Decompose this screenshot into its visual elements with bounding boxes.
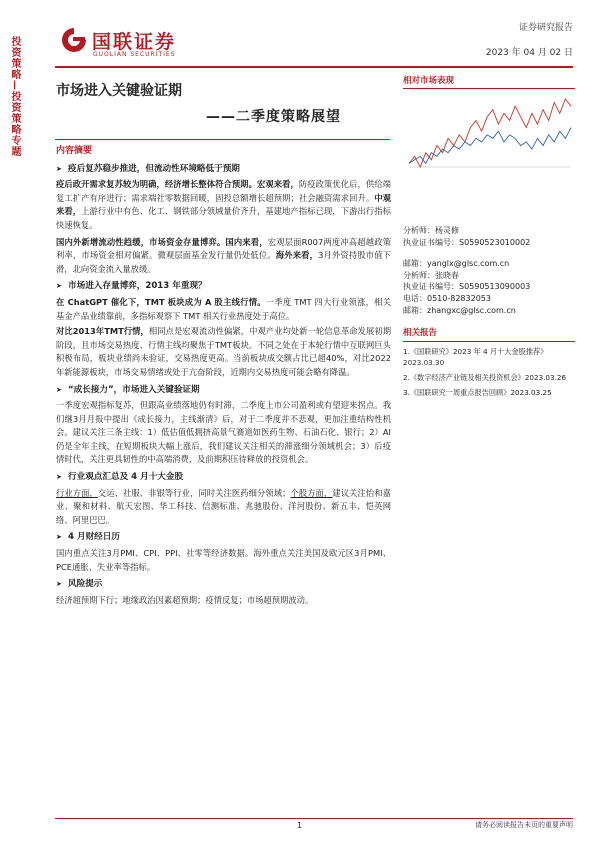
chart-series-line-2 bbox=[409, 128, 571, 164]
section-heading-6: ➤ 风险提示 bbox=[56, 578, 391, 592]
relative-performance-panel bbox=[403, 74, 575, 177]
category-label: 投资策略—投资策略专题 bbox=[9, 36, 20, 157]
logo-text: 国联证券 bbox=[92, 31, 177, 53]
disclaimer-note: 请务必阅读报告末页的重要声明 bbox=[475, 821, 573, 829]
analyst-2-phone: 电话：0510-82832053 bbox=[403, 293, 491, 303]
analyst-2-email: 邮箱：zhangxc@glsc.com.cn bbox=[403, 305, 516, 315]
section-heading-3: ➤ “成长接力”，市场进入关键验证期 bbox=[56, 384, 391, 398]
page-number: 1 bbox=[297, 821, 303, 830]
company-logo bbox=[60, 26, 220, 62]
chart-title: 相对市场表现 bbox=[403, 74, 575, 89]
section-5-paragraph-1: 国内重点关注3月PMI、CPI、PPI、社零等经济数据。海外重点关注美国及欧元区3月PMI、PCE通胀、失业率等指标。 bbox=[56, 548, 391, 572]
summary-label: 内容摘要 bbox=[56, 146, 93, 156]
analyst-2-name: 分析师：张晓春 bbox=[403, 270, 459, 280]
report-title: 市场进入关键验证期 bbox=[56, 83, 182, 99]
section-1-paragraph-2: 国内外新增流动性趋缓，市场资金存量博弈。国内来看，宏观层面R007两度冲高超越政策利率，市场资金相对偏紧。微观层面基金发行量仍处低位。海外来看，3月外资持股市值下滑，北向资金流入量放缓。 bbox=[56, 236, 391, 274]
section-2-paragraph-2: 对比2013年TMT行情，相同点是宏观流动性偏紧，中观产业均处新一轮信息革命发展初期阶段，且市场交易热度、行情主线均聚焦于TMT板块。不同之处在于本轮行情中互联网巨头积极布局，板块业绩尚未验证，交易热度更高。当前板块成交额占比已超40%，对比2022年新能源板块，市场交易情绪或处于亢奋阶段，近期内交易热度可能会略有降温。 bbox=[56, 326, 391, 377]
section-heading-2: ➤ 市场进入存量博弈，2013 年重现？ bbox=[56, 280, 391, 294]
section-2-paragraph-1: 在 ChatGPT 催化下，TMT 板块成为 A 股主线行情。一季度 TMT 四大行业领涨，相关基金产品业绩靠前，多指标观察下 TMT 相关行业热度处于高位。 bbox=[56, 296, 391, 321]
analyst-1-name: 分析师：杨灵修 bbox=[403, 226, 459, 235]
section-heading-4: ➤ 行业观点汇总及 4 月十大金股 bbox=[56, 471, 391, 485]
header-divider bbox=[55, 66, 573, 68]
related-reports bbox=[403, 328, 575, 402]
related-report-item[interactable]: 3.《国联研究一周重点报告回顾》2023.03.25 bbox=[403, 388, 552, 397]
analyst-1-cert: 执业证书编号：S0590523010002 bbox=[403, 237, 531, 247]
logo-mark-icon bbox=[60, 26, 88, 54]
section-6-paragraph-1: 经济超预期下行；地缘政治因素超预期；疫情反复；市场超预期波动。 bbox=[56, 594, 314, 605]
section-1-paragraph-1: 疫后政开需求复苏较为明确，经济增长整体符合预期。宏观来看，防疫政策优化后，供给端复工扩产有序进行；需求端社零数据回暖，固投总额增长超预期；社会融资需求回升。中观来看，上游行业中有色、化工、钢铁部分领域量价齐升，基建地产指标已现，下游出行指标快速恢复。 bbox=[56, 179, 391, 230]
relative-performance-chart bbox=[403, 93, 575, 175]
title-divider bbox=[55, 139, 390, 140]
section-heading-5: ➤ 4 月财经日历 bbox=[56, 531, 391, 545]
section-4-paragraph-1: 行业方面，交运、社服、非银等行业，同时关注医药细分领域；个股方面，建议关注怡和嘉业、聚和材料、航天宏图、华工科技、信测标准、兆驰股份、洋河股份、新五丰、恺英网络、阿里巴巴。 bbox=[56, 487, 391, 525]
section-heading-1: ➤ 疫后复苏稳步推进，但流动性环境略低于预期 bbox=[56, 163, 391, 177]
report-date: 2023 年 04 月 02 日 bbox=[485, 48, 573, 58]
vertical-report-category bbox=[6, 36, 22, 236]
analyst-1-email: 邮箱：yanglx@glsc.com.cn bbox=[403, 259, 510, 269]
summary-body bbox=[56, 145, 391, 609]
related-reports-title: 相关报告 bbox=[403, 328, 575, 342]
footer-divider bbox=[55, 818, 573, 819]
report-subtitle: ——二季度策略展望 bbox=[206, 109, 341, 125]
logo-subtext: GUOLIAN SECURITIES bbox=[93, 51, 176, 58]
chart-series-line-1 bbox=[409, 99, 571, 167]
report-type: 证券研究报告 bbox=[518, 23, 573, 33]
analyst-info bbox=[403, 225, 575, 316]
analyst-2-cert: 执业证书编号：S0590513090003 bbox=[403, 282, 531, 292]
related-report-item[interactable]: 1.《国联研究》2023 年 4 月十大金股推荐》 2023.03.30 bbox=[403, 347, 548, 367]
related-report-item[interactable]: 2.《数字经济产业链及相关投资机会》2023.03.26 bbox=[403, 373, 567, 382]
section-3-paragraph-1: 一季度宏观指标复苏，但跟高业绩落地仍有时滞，二季度上市公司盈利或有望迎来拐点。我们继3月月报中提出《成长接力，主线渐清》后，对于二季度并不悲观，更加注重结构性机会。建议关注三条主线：1）低估值低拥挤高景气赛道如医药生物、石油石化、银行；2）AI仍是全年主线，在短期板块大幅上涨后，我们建议关注相关的滞涨细分领域机会；3）后疫情时代，关注更具韧性的中高端消费，及前期积压待释放的投资机会。 bbox=[56, 400, 391, 465]
